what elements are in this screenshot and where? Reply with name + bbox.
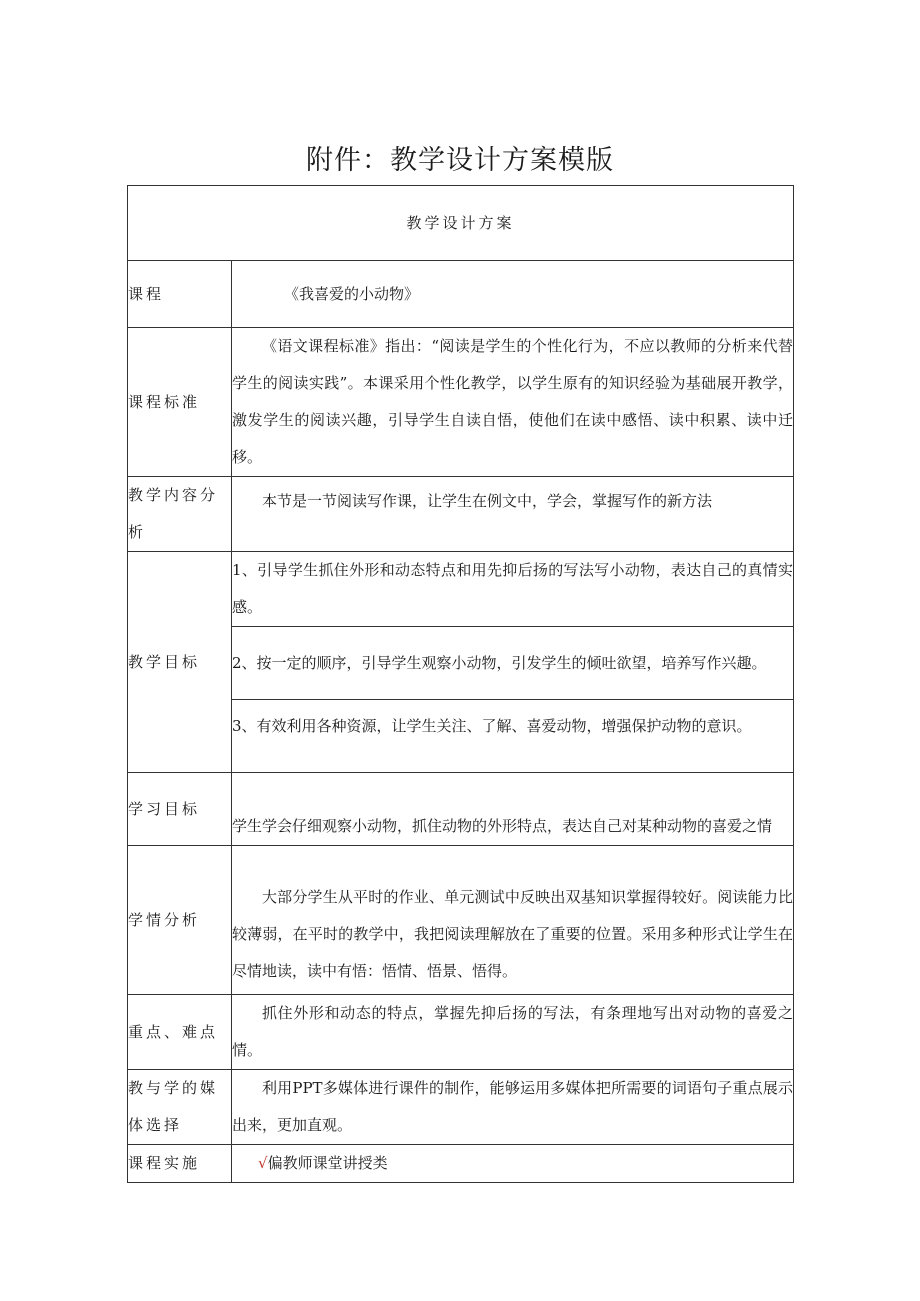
course-value: 《我喜爱的小动物》 <box>232 261 794 328</box>
implementation-label: 课程实施 <box>128 1145 232 1183</box>
key-points-row <box>128 995 794 1070</box>
content-analysis-label: 教学内容分析 <box>128 477 232 552</box>
standard-text: 《语文课程标准》指出：“阅读是学生的个性化行为，不应以教师的分析来代替学生的阅读实践”。本课采用个性化教学，以学生原有的知识经验为基础展开教学，激发学生的阅读兴趣，引导学生自读自悟，使他们在读中感悟、读中积累、读中迁移。 <box>232 328 794 477</box>
table-header: 教学设计方案 <box>128 186 794 261</box>
table-header-row <box>128 186 794 261</box>
learning-goals-text: 学生学会仔细观察小动物，抓住动物的外形特点，表达自己对某种动物的喜爱之情 <box>232 773 794 846</box>
content-analysis-row <box>128 477 794 552</box>
implementation-cell <box>232 1145 794 1183</box>
course-label: 课程 <box>128 261 232 328</box>
objective-item-2: 2、按一定的顺序，引导学生观察小动物，引发学生的倾吐欲望，培养写作兴趣。 <box>232 627 794 700</box>
objective-item-1: 1、引导学生抓住外形和动态特点和用先抑后扬的写法写小动物，表达自己的真情实感。 <box>232 552 794 627</box>
standard-row <box>128 328 794 477</box>
media-row <box>128 1070 794 1145</box>
standard-label: 课程标准 <box>128 328 232 477</box>
implementation-text: 偏教师课堂讲授类 <box>267 1154 388 1172</box>
media-label: 教与学的媒体选择 <box>128 1070 232 1145</box>
course-row <box>128 261 794 328</box>
key-points-label: 重点、难点 <box>128 995 232 1070</box>
objective-item-3: 3、有效利用各种资源，让学生关注、了解、喜爱动物，增强保护动物的意识。 <box>232 700 794 773</box>
media-text: 利用PPT多媒体进行课件的制作，能够运用多媒体把所需要的词语句子重点展示出来，更加直观。 <box>232 1070 794 1145</box>
learning-goals-row <box>128 773 794 846</box>
learning-goals-label: 学习目标 <box>128 773 232 846</box>
teaching-design-table <box>127 185 794 1183</box>
student-analysis-label: 学情分析 <box>128 846 232 995</box>
document-title: 附件：教学设计方案模版 <box>306 145 614 176</box>
student-analysis-row <box>128 846 794 995</box>
student-analysis-text: 大部分学生从平时的作业、单元测试中反映出双基知识掌握得较好。阅读能力比较薄弱，在平时的教学中，我把阅读理解放在了重要的位置。采用多种形式让学生在尽情地读，读中有悟：悟情、悟景、悟得。 <box>232 846 794 995</box>
implementation-row <box>128 1145 794 1183</box>
content-analysis-text: 本节是一节阅读写作课，让学生在例文中，学会，掌握写作的新方法 <box>232 477 794 552</box>
key-points-text: 抓住外形和动态的特点，掌握先抑后扬的写法，有条理地写出对动物的喜爱之情。 <box>232 995 794 1070</box>
checkmark-icon: √ <box>258 1154 268 1172</box>
objective-row-1 <box>128 552 794 627</box>
objectives-label: 教学目标 <box>128 552 232 773</box>
